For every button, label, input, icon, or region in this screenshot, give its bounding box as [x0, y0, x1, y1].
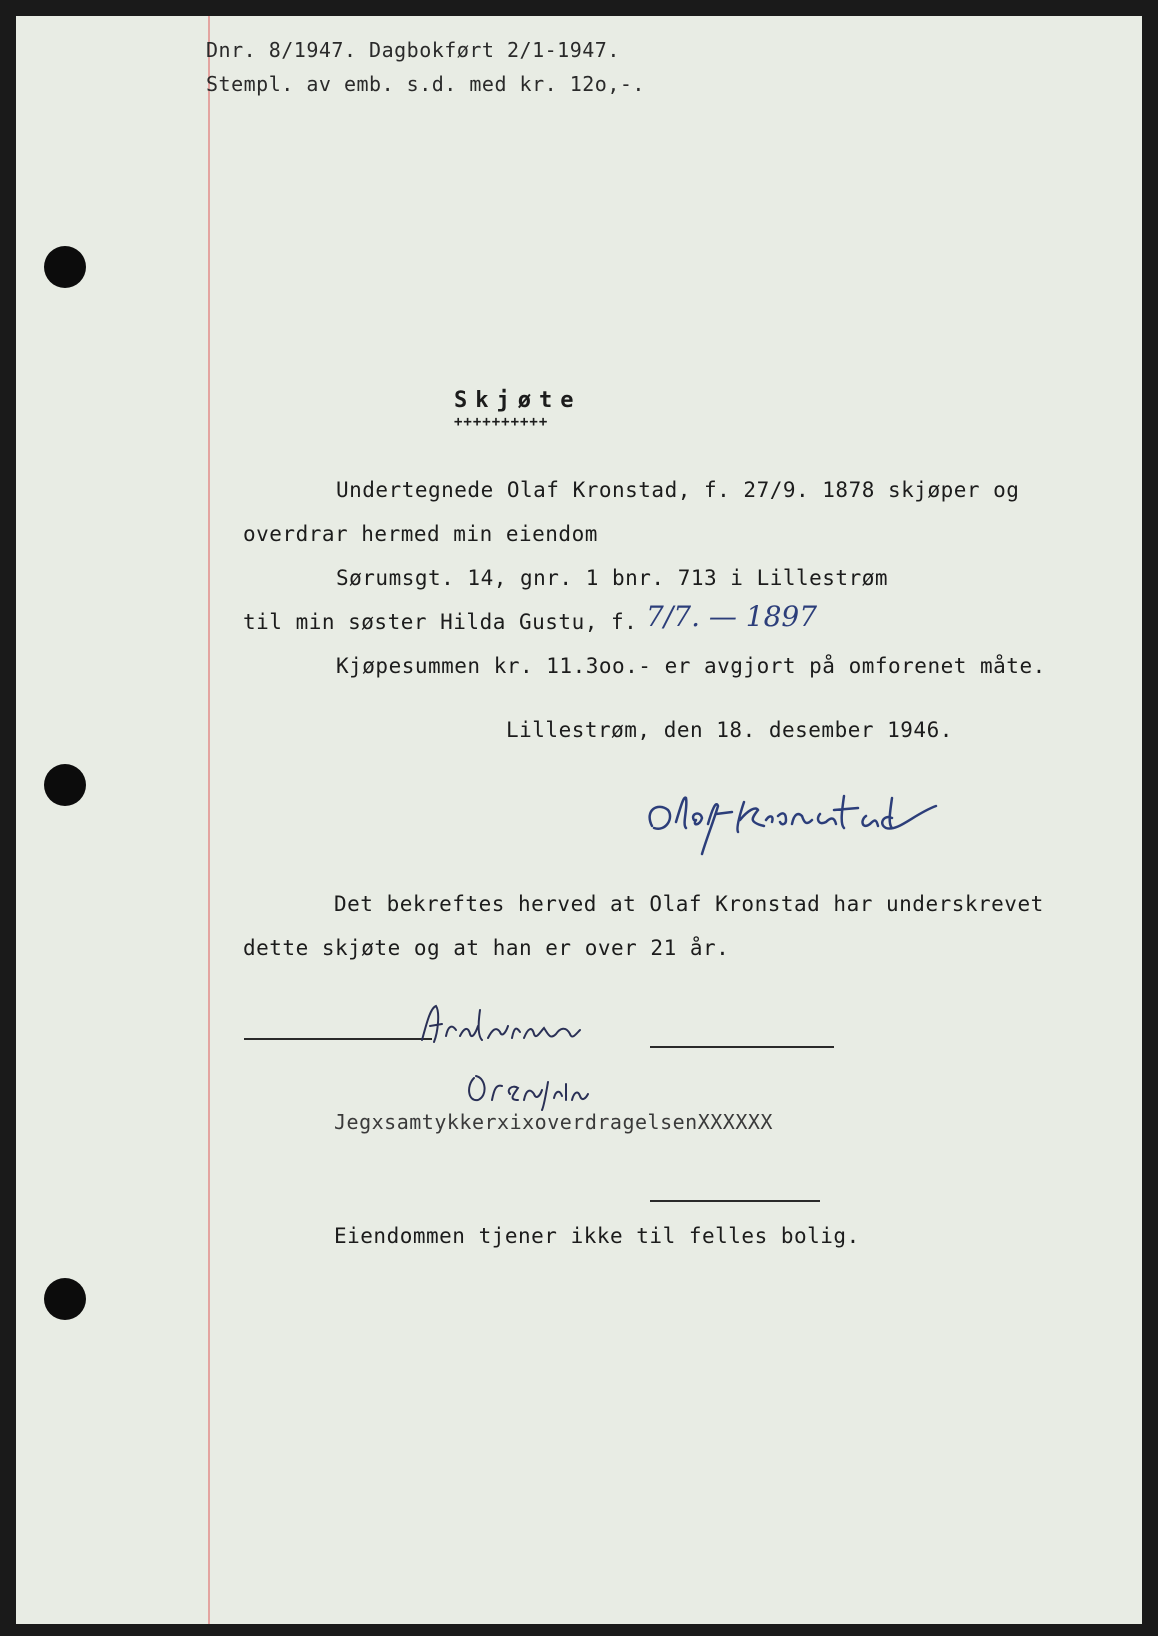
place-date-line: Lillestrøm, den 18. desember 1946. [506, 718, 953, 742]
property-line: Sørumsgt. 14, gnr. 1 bnr. 713 i Lillestrøm [336, 566, 889, 590]
registration-line: Dnr. 8/1947. Dagbokført 2/1-1947. [206, 38, 620, 62]
witness-signature-2 [462, 1060, 592, 1112]
footer-note: Eiendommen tjener ikke til felles bolig. [334, 1224, 860, 1248]
witness-rule-left [244, 1038, 432, 1040]
buyer-line: til min søster Hilda Gustu, f. [243, 610, 638, 634]
document-title: Skjøte [454, 388, 582, 413]
stamp-duty-line: Stempl. av emb. s.d. med kr. 12o,-. [206, 72, 645, 96]
confirmation-line-1: Det bekreftes herved at Olaf Kronstad har underskrevet [334, 892, 1044, 916]
seller-signature [636, 780, 956, 860]
punch-hole-bottom [44, 1278, 86, 1320]
confirmation-line-2: dette skjøte og at han er over 21 år. [243, 936, 730, 960]
document-page [16, 16, 1142, 1624]
body-line-1: Undertegnede Olaf Kronstad, f. 27/9. 1878 skjøper og [336, 478, 1020, 502]
punch-hole-top [44, 246, 86, 288]
spouse-consent-rule [650, 1200, 820, 1202]
punch-hole-middle [44, 764, 86, 806]
struck-consent-line: JegxsamtykkerxixoverdragelsenXXXXXX [334, 1110, 773, 1134]
body-line-2: overdrar hermed min eiendom [243, 522, 598, 546]
witness-rule-right [650, 1046, 834, 1048]
title-underline: ++++++++++ [454, 414, 549, 430]
buyer-birthdate-handwritten: 7/7. — 1897 [646, 600, 818, 633]
price-line: Kjøpesummen kr. 11.3oo.- er avgjort på omforenet måte. [336, 654, 1046, 678]
red-margin-line [208, 16, 210, 1624]
witness-signature-1 [416, 996, 586, 1052]
